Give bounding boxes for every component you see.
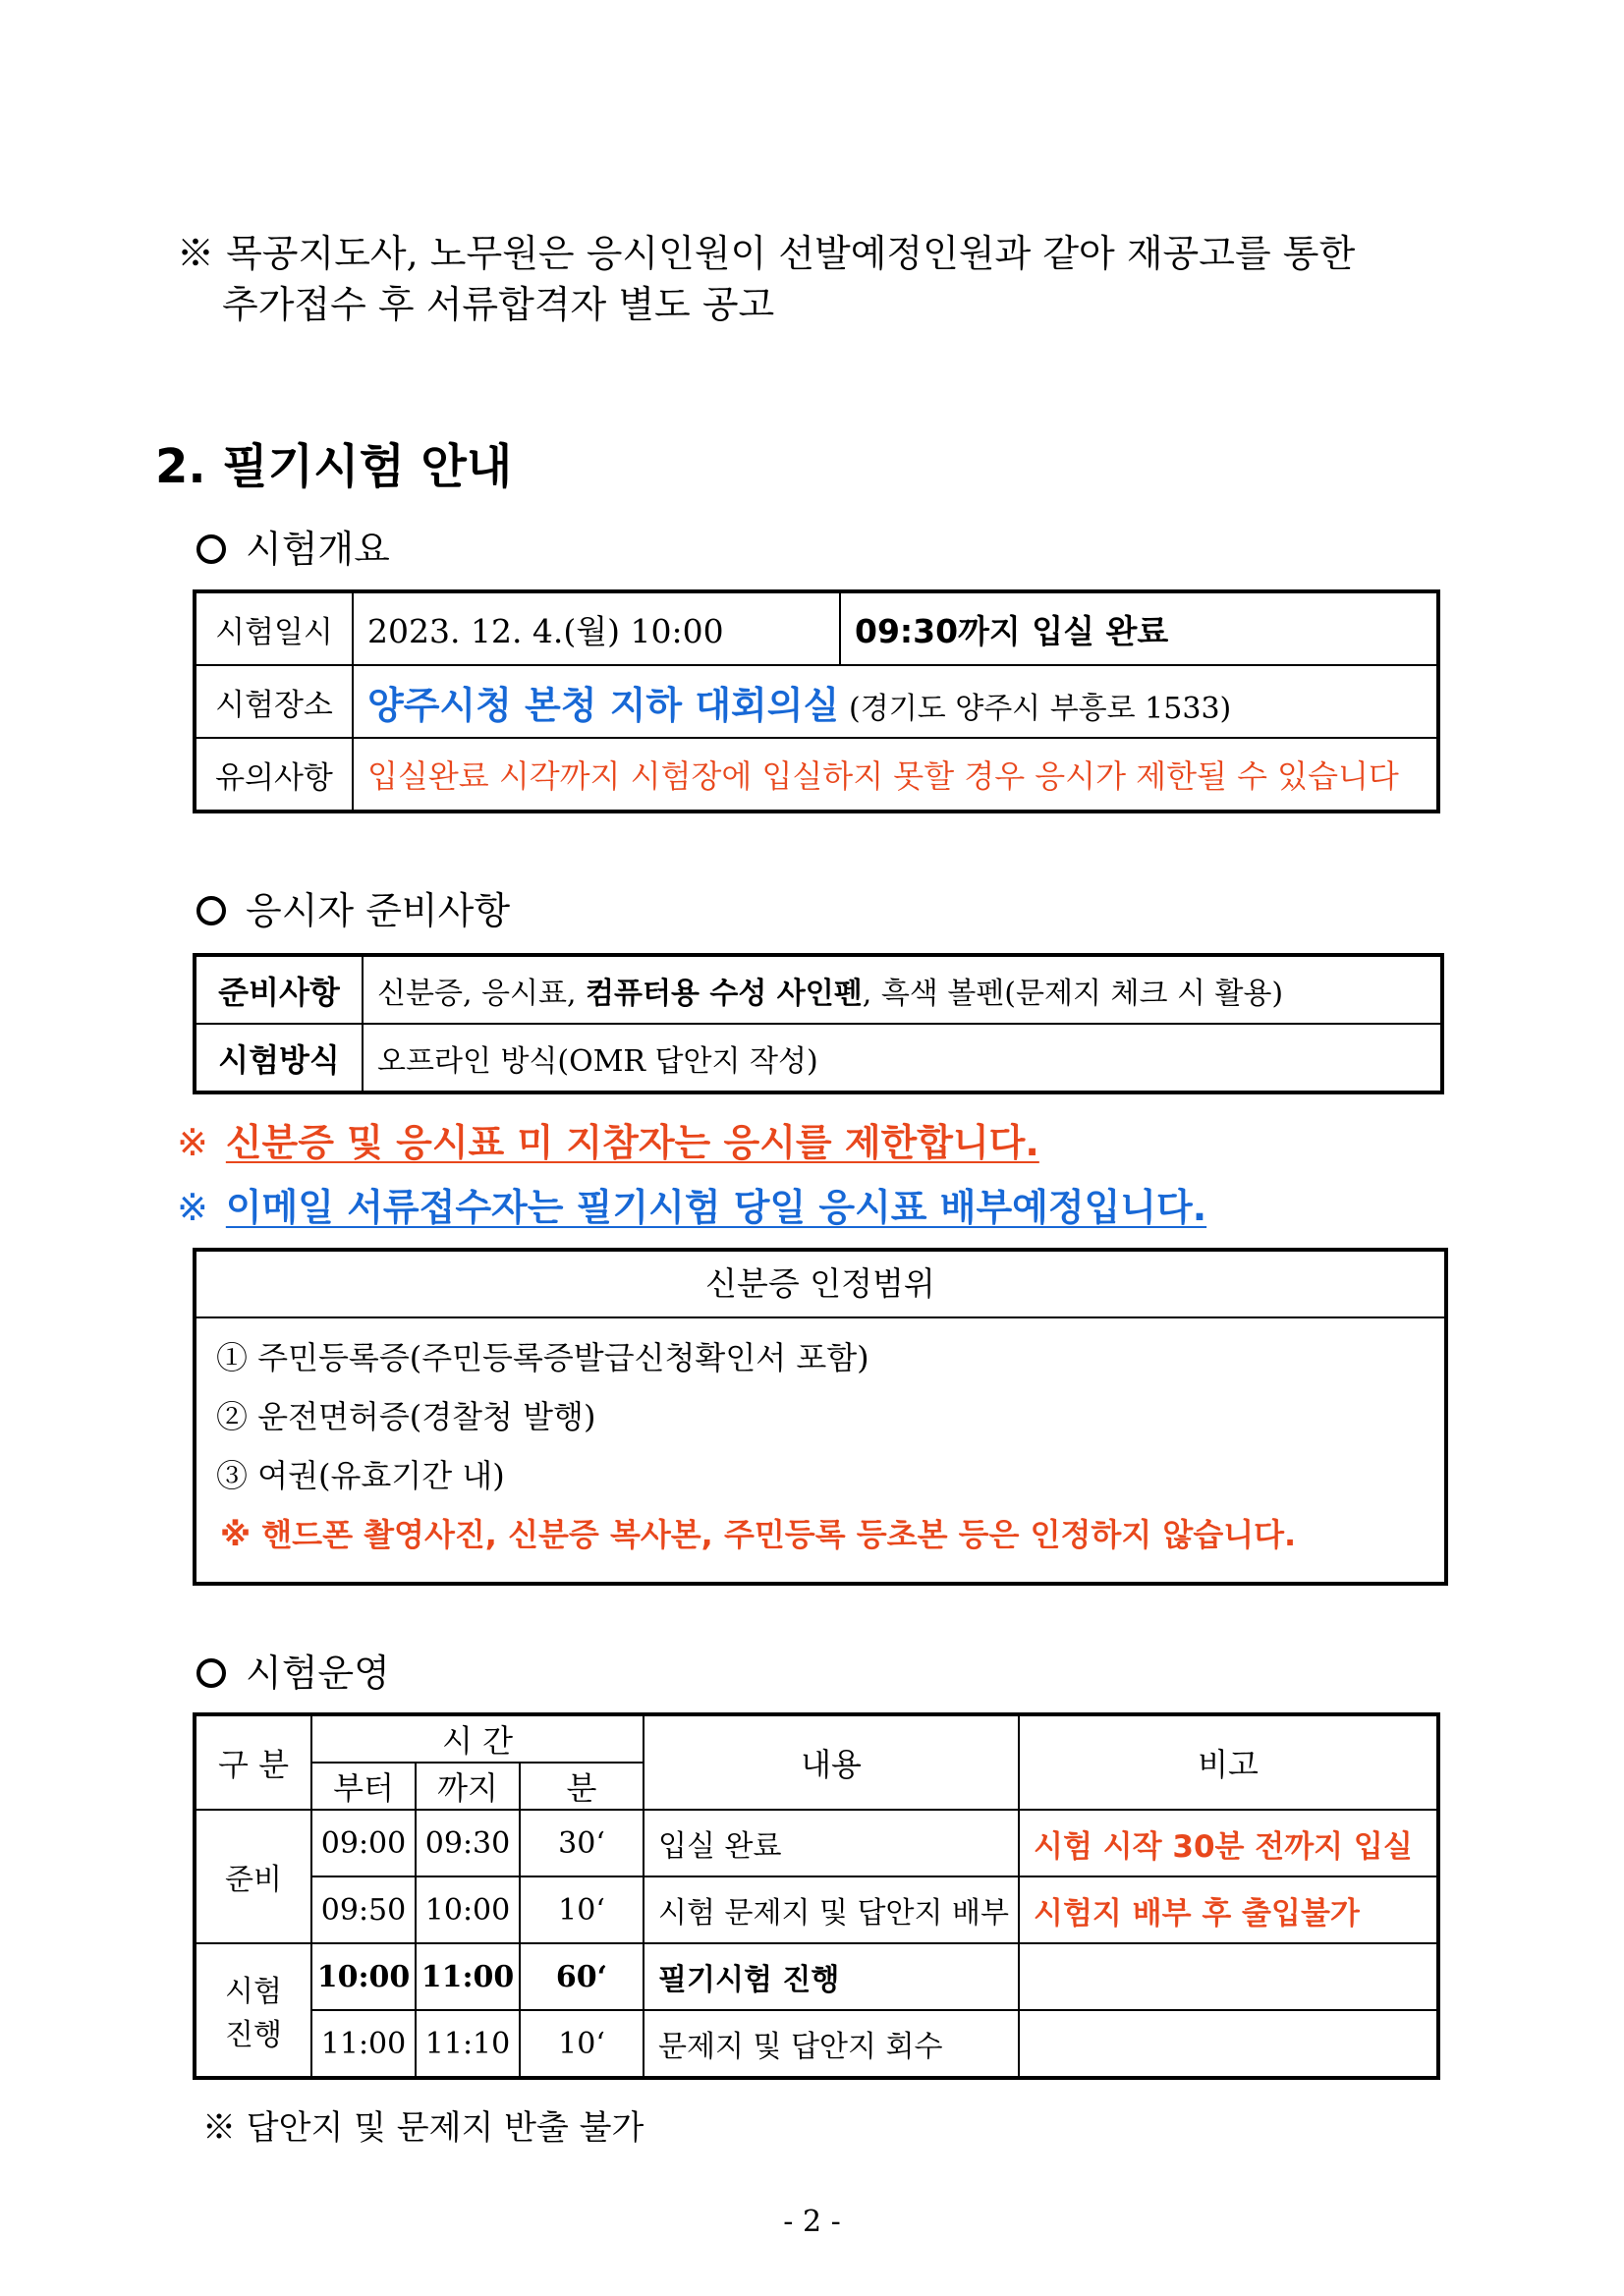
prep-heading: 응시자 준비사항 — [246, 889, 511, 932]
prep-table — [193, 953, 1444, 1094]
warning-blue-text: 이메일 서류접수자는 필기시험 당일 응시표 배부예정입니다. — [225, 1186, 1207, 1229]
prep-items-bold: 컴퓨터용 수성 사인펜 — [586, 976, 863, 1011]
schedule-table — [193, 1712, 1440, 2080]
group-exam-line2: 진행 — [225, 2018, 282, 2052]
prep-items-text2: , 흑색 볼펜(문제지 체크 시 활용) — [862, 976, 1284, 1011]
id-box-body — [196, 1318, 1444, 1582]
cell-min: 10‘ — [520, 2010, 644, 2078]
overview-date-value: 2023. 12. 4.(월) 10:00 — [353, 591, 840, 665]
warning-red-text: 신분증 및 응시표 미 지참자는 응시를 제한합니다. — [225, 1121, 1039, 1164]
circle-bullet-icon — [196, 896, 226, 925]
cell-from: 10:00 — [311, 1943, 416, 2010]
cell-content: 입실 완료 — [644, 1810, 1019, 1876]
group-prep: 준비 — [195, 1810, 311, 1943]
id-box-title: 신분증 인정범위 — [196, 1252, 1444, 1318]
prep-items-text1: 신분증, 응시표, — [377, 976, 587, 1011]
id-box-note: ※ 핸드폰 촬영사진, 신분증 복사본, 주민등록 등초본 등은 인정하지 않습니다. — [220, 1516, 1297, 1553]
overview-heading: 시험개요 — [246, 528, 390, 571]
cell-content: 필기시험 진행 — [644, 1943, 1019, 2010]
page-number: - 2 - — [783, 2205, 841, 2239]
id-box — [193, 1248, 1448, 1586]
circle-bullet-icon — [196, 1658, 226, 1688]
prep-items-label: 준비사항 — [195, 955, 363, 1024]
overview-place-cell — [353, 665, 1438, 738]
overview-table — [193, 589, 1440, 813]
warning-blue — [177, 1177, 1206, 1231]
cell-note: 시험 시작 30분 전까지 입실 — [1019, 1810, 1438, 1876]
schedule-heading: 시험운영 — [246, 1652, 390, 1695]
overview-place-label: 시험장소 — [195, 665, 353, 738]
schedule-footnote: ※ 답안지 및 문제지 반출 불가 — [202, 2108, 644, 2148]
overview-row-place — [195, 665, 1438, 738]
cell-note — [1019, 1943, 1438, 2010]
top-note — [177, 228, 1355, 330]
overview-caution-value: 입실완료 시각까지 시험장에 입실하지 못할 경우 응시가 제한될 수 있습니다 — [353, 738, 1438, 812]
schedule-header-row1 — [195, 1714, 1438, 1763]
top-note-line2: 추가접수 후 서류합격자 별도 공고 — [222, 283, 775, 326]
overview-row-date — [195, 591, 1438, 665]
cell-min: 60‘ — [520, 1943, 644, 2010]
overview-date-label: 시험일시 — [195, 591, 353, 665]
table-row — [195, 2010, 1438, 2078]
cell-from: 09:50 — [311, 1876, 416, 1943]
table-row — [195, 1810, 1438, 1876]
overview-row-caution — [195, 738, 1438, 812]
cell-content: 시험 문제지 및 답안지 배부 — [644, 1876, 1019, 1943]
col-time: 시 간 — [311, 1714, 644, 1763]
table-row — [195, 1876, 1438, 1943]
warning-blue-symbol: ※ — [177, 1186, 208, 1229]
cell-from: 09:00 — [311, 1810, 416, 1876]
prep-items-cell — [363, 955, 1442, 1024]
col-content: 내용 — [644, 1714, 1019, 1810]
warning-red-symbol: ※ — [177, 1121, 208, 1164]
prep-heading-row — [196, 880, 510, 934]
cell-to: 11:00 — [416, 1943, 520, 2010]
top-note-line1: ※ 목공지도사, 노무원은 응시인원이 선발예정인원과 같아 재공고를 통한 — [177, 232, 1356, 275]
cell-note — [1019, 2010, 1438, 2078]
cell-note: 시험지 배부 후 출입불가 — [1019, 1876, 1438, 1943]
col-category: 구 분 — [195, 1714, 311, 1810]
table-row — [195, 1943, 1438, 2010]
prep-method-label: 시험방식 — [195, 1024, 363, 1092]
id-item-3: ③ 여권(유효기간 내) — [216, 1457, 505, 1494]
schedule-heading-row — [196, 1643, 390, 1697]
cell-to: 09:30 — [416, 1810, 520, 1876]
overview-place-address: (경기도 양주시 부흥로 1533) — [849, 691, 1232, 726]
overview-entry-value: 09:30까지 입실 완료 — [840, 591, 1438, 665]
circle-bullet-icon — [196, 534, 226, 564]
cell-to: 11:10 — [416, 2010, 520, 2078]
col-min: 분 — [520, 1763, 644, 1810]
overview-caution-label: 유의사항 — [195, 738, 353, 812]
prep-method-value: 오프라인 방식(OMR 답안지 작성) — [363, 1024, 1442, 1092]
prep-row-items — [195, 955, 1442, 1024]
cell-content: 문제지 및 답안지 회수 — [644, 2010, 1019, 2078]
col-note: 비고 — [1019, 1714, 1438, 1810]
group-exam-line1: 시험 — [225, 1975, 282, 2009]
cell-min: 30‘ — [520, 1810, 644, 1876]
id-item-2: ② 운전면허증(경찰청 발행) — [216, 1398, 596, 1435]
cell-to: 10:00 — [416, 1876, 520, 1943]
overview-place-value: 양주시청 본청 지하 대회의실 — [367, 683, 840, 727]
warning-red — [177, 1112, 1039, 1166]
cell-from: 11:00 — [311, 2010, 416, 2078]
group-exam — [195, 1943, 311, 2078]
col-from: 부터 — [311, 1763, 416, 1810]
section-title: 2. 필기시험 안내 — [155, 439, 513, 494]
prep-row-method — [195, 1024, 1442, 1092]
col-to: 까지 — [416, 1763, 520, 1810]
overview-heading-row — [196, 519, 390, 573]
id-item-1: ① 주민등록증(주민등록증발급신청확인서 포함) — [216, 1339, 869, 1376]
cell-min: 10‘ — [520, 1876, 644, 1943]
